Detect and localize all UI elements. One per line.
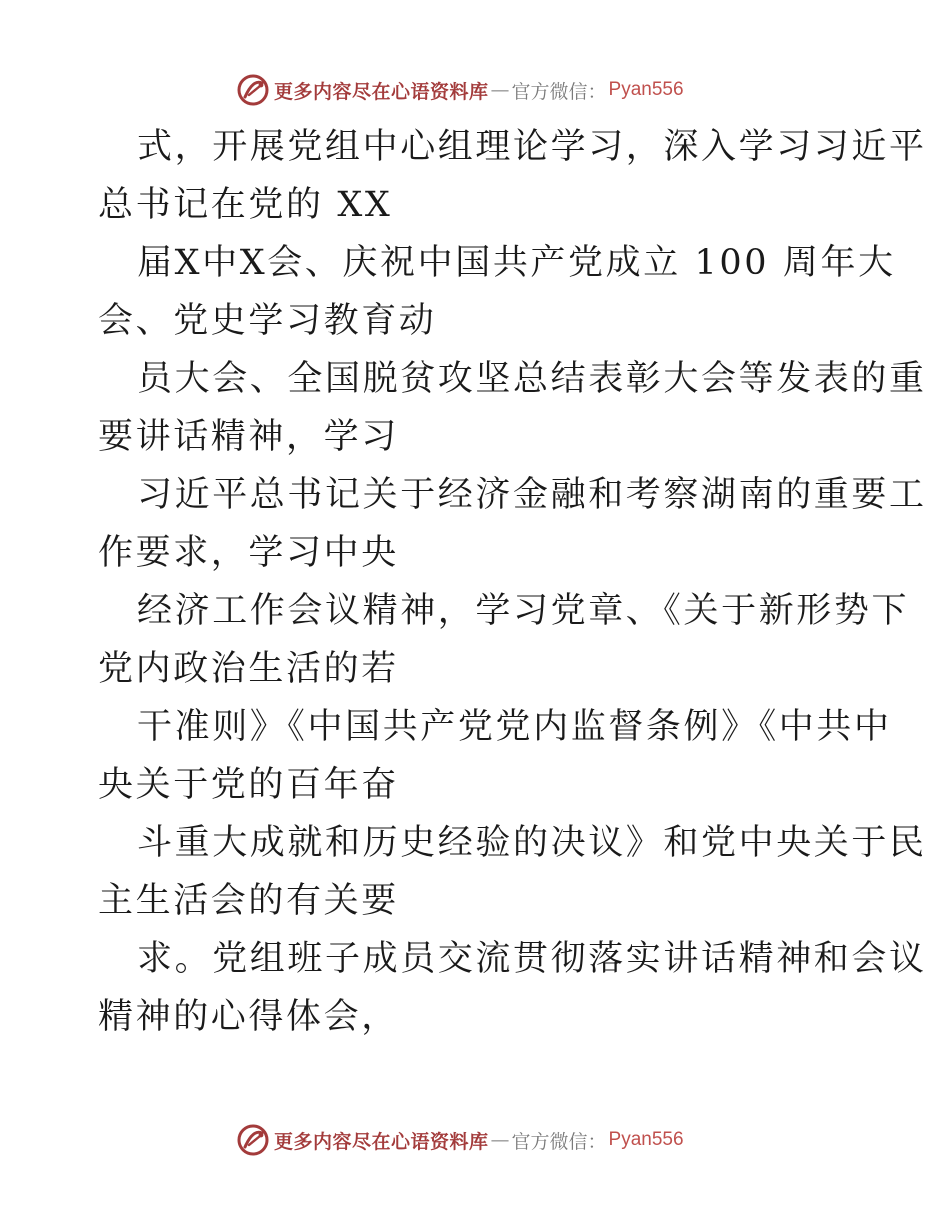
text-line: 作要求，学习中央: [98, 533, 399, 573]
text-line: 习近平总书记关于经济金融和考察湖南的重要工: [137, 475, 927, 515]
text-line: 干准则》《中国共产党党内监督条例》《中共中: [137, 707, 892, 747]
watermark-sub: 官方微信：: [511, 1130, 607, 1153]
text-line: 求。党组班子成员交流贯彻落实讲话精神和会议: [137, 939, 927, 979]
header-watermark: [236, 72, 716, 108]
text-line: 主生活会的有关要: [98, 881, 399, 921]
watermark-brand: 更多内容尽在心语资料库: [274, 1130, 489, 1153]
text-line: 斗重大成就和历史经验的决议》和党中央关于民: [137, 823, 927, 863]
footer-watermark: [236, 1122, 716, 1158]
brand-logo-icon: [236, 1123, 270, 1157]
text-line: 员大会、全国脱贫攻坚总结表彰大会等发表的重: [137, 359, 927, 399]
text-line: 届X中X会、庆祝中国共产党成立 100 周年大: [137, 243, 896, 283]
text-line: 会、党史学习教育动: [98, 301, 437, 341]
text-line: 党内政治生活的若: [98, 649, 399, 689]
watermark-id: Pyan556: [608, 1129, 684, 1150]
text-line: 经济工作会议精神，学习党章、《关于新形势下: [137, 591, 910, 631]
text-line: 央关于党的百年奋: [98, 765, 399, 805]
watermark-brand: 更多内容尽在心语资料库: [274, 80, 489, 103]
watermark-sub: 官方微信：: [511, 80, 607, 103]
text-line: 式，开展党组中心组理论学习，深入学习习近平: [137, 127, 927, 167]
brand-logo-icon: [236, 73, 270, 107]
watermark-dash: —: [490, 79, 510, 101]
watermark-dash: —: [490, 1129, 510, 1151]
text-line: 总书记在党的 XX: [98, 185, 393, 225]
text-line: 要讲话精神，学习: [98, 417, 399, 457]
watermark-id: Pyan556: [608, 79, 684, 100]
text-line: 精神的心得体会，: [98, 997, 399, 1037]
